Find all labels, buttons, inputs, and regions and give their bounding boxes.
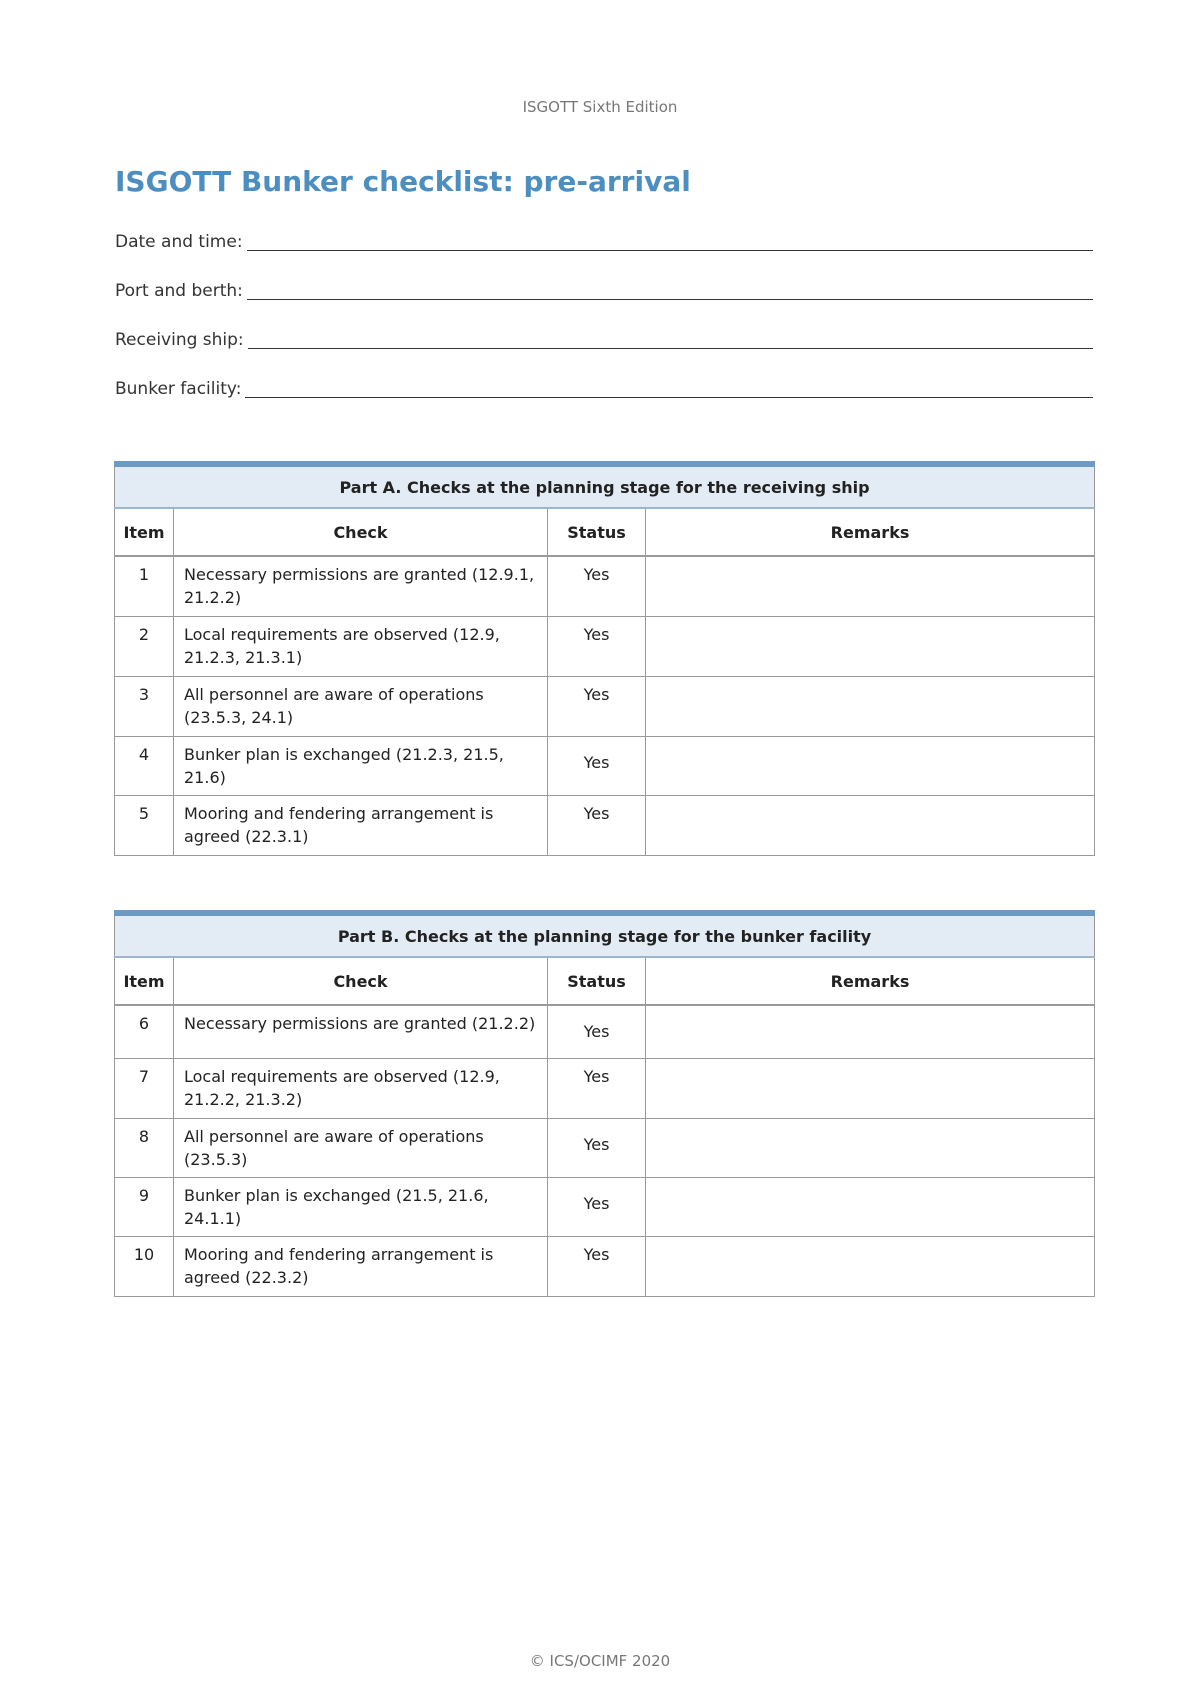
table-row	[115, 1005, 1095, 1059]
copyright-footer: © ICS/OCIMF 2020	[529, 1652, 671, 1670]
status-cell[interactable]: Yes	[548, 1119, 646, 1178]
item-number: 5	[115, 796, 174, 856]
port-berth-label: Port and berth:	[115, 281, 243, 301]
item-number: 10	[115, 1237, 174, 1297]
table-row	[115, 737, 1095, 796]
check-text: Necessary permissions are granted (12.9.1, 21.2.2)	[174, 556, 548, 617]
table-row	[115, 556, 1095, 617]
status-cell[interactable]: Yes	[548, 1178, 646, 1237]
status-cell[interactable]: Yes	[548, 1059, 646, 1119]
col-remarks-header: Remarks	[646, 957, 1095, 1005]
col-item-header: Item	[115, 957, 174, 1005]
remarks-cell[interactable]	[646, 737, 1095, 796]
table-row	[115, 1178, 1095, 1237]
port-berth-input-line[interactable]	[247, 298, 1093, 300]
check-text: Local requirements are observed (12.9, 21.2.2, 21.3.2)	[174, 1059, 548, 1119]
check-text: Local requirements are observed (12.9, 21.2.3, 21.3.1)	[174, 617, 548, 677]
remarks-cell[interactable]	[646, 796, 1095, 856]
remarks-cell[interactable]	[646, 1059, 1095, 1119]
table-row	[115, 617, 1095, 677]
col-check-header: Check	[174, 957, 548, 1005]
col-item-header: Item	[115, 508, 174, 556]
status-cell[interactable]: Yes	[548, 1005, 646, 1059]
remarks-cell[interactable]	[646, 677, 1095, 737]
item-number: 4	[115, 737, 174, 796]
receiving-ship-label: Receiving ship:	[115, 330, 244, 350]
status-cell[interactable]: Yes	[548, 677, 646, 737]
check-text: Mooring and fendering arrangement is agreed (22.3.1)	[174, 796, 548, 856]
status-cell[interactable]: Yes	[548, 556, 646, 617]
check-text: Necessary permissions are granted (21.2.2)	[174, 1005, 548, 1059]
item-number: 2	[115, 617, 174, 677]
remarks-cell[interactable]	[646, 1237, 1095, 1297]
item-number: 9	[115, 1178, 174, 1237]
bunker-facility-input-line[interactable]	[245, 396, 1093, 398]
date-time-field[interactable]	[115, 226, 1093, 252]
col-remarks-header: Remarks	[646, 508, 1095, 556]
table-row	[115, 1119, 1095, 1178]
item-number: 1	[115, 556, 174, 617]
check-text: Bunker plan is exchanged (21.5, 21.6, 24.1.1)	[174, 1178, 548, 1237]
status-cell[interactable]: Yes	[548, 617, 646, 677]
part-b-table	[114, 910, 1095, 1297]
item-number: 6	[115, 1005, 174, 1059]
remarks-cell[interactable]	[646, 1119, 1095, 1178]
date-time-input-line[interactable]	[247, 249, 1093, 251]
table-row	[115, 1237, 1095, 1297]
check-text: Mooring and fendering arrangement is agreed (22.3.2)	[174, 1237, 548, 1297]
status-cell[interactable]: Yes	[548, 1237, 646, 1297]
part-a-table	[114, 461, 1095, 856]
date-time-label: Date and time:	[115, 232, 243, 252]
page-title: ISGOTT Bunker checklist: pre-arrival	[115, 165, 691, 198]
item-number: 7	[115, 1059, 174, 1119]
item-number: 3	[115, 677, 174, 737]
port-berth-field[interactable]	[115, 275, 1093, 301]
receiving-ship-input-line[interactable]	[248, 347, 1093, 349]
part-a-title: Part A. Checks at the planning stage for the receiving ship	[115, 464, 1095, 508]
receiving-ship-field[interactable]	[115, 324, 1093, 350]
status-cell[interactable]: Yes	[548, 796, 646, 856]
status-cell[interactable]: Yes	[548, 737, 646, 796]
remarks-cell[interactable]	[646, 617, 1095, 677]
remarks-cell[interactable]	[646, 1005, 1095, 1059]
col-status-header: Status	[548, 508, 646, 556]
table-row	[115, 1059, 1095, 1119]
check-text: Bunker plan is exchanged (21.2.3, 21.5, 21.6)	[174, 737, 548, 796]
col-status-header: Status	[548, 957, 646, 1005]
table-row	[115, 796, 1095, 856]
part-b-title: Part B. Checks at the planning stage for the bunker facility	[115, 913, 1095, 957]
running-head: ISGOTT Sixth Edition	[522, 98, 678, 116]
remarks-cell[interactable]	[646, 556, 1095, 617]
bunker-facility-label: Bunker facility:	[115, 379, 242, 399]
table-row	[115, 677, 1095, 737]
remarks-cell[interactable]	[646, 1178, 1095, 1237]
col-check-header: Check	[174, 508, 548, 556]
item-number: 8	[115, 1119, 174, 1178]
check-text: All personnel are aware of operations (23.5.3)	[174, 1119, 548, 1178]
check-text: All personnel are aware of operations (23.5.3, 24.1)	[174, 677, 548, 737]
bunker-facility-field[interactable]	[115, 373, 1093, 399]
